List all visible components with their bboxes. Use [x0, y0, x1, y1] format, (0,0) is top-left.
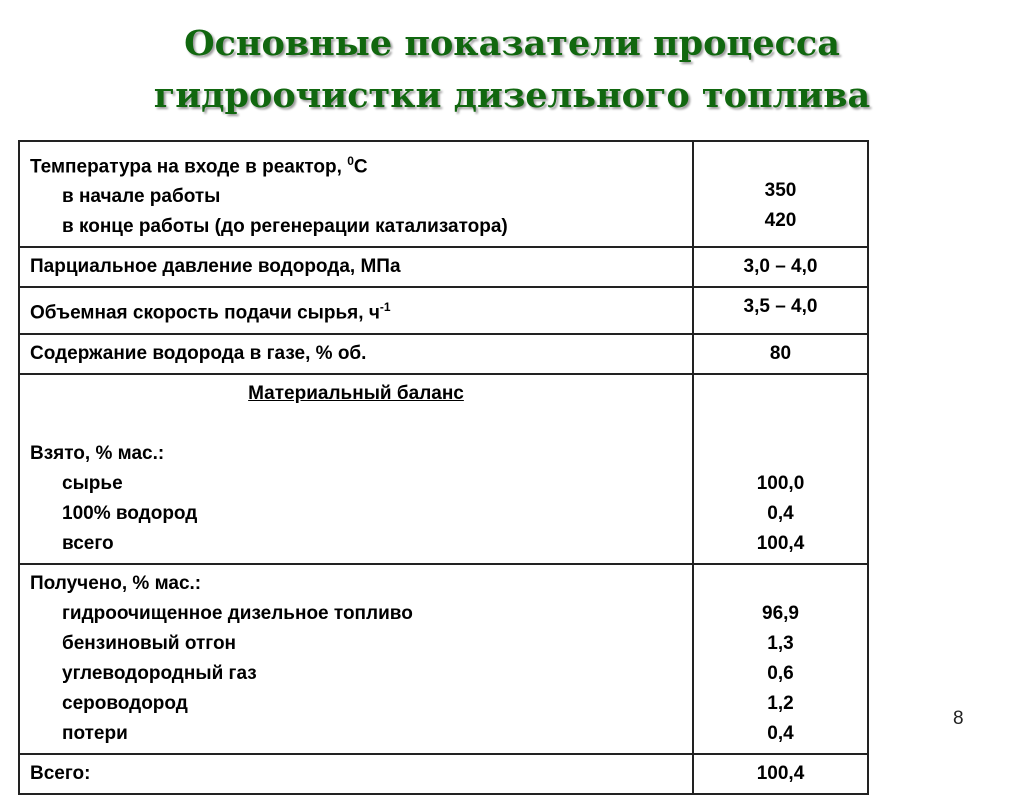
unit-sup: 0: [347, 154, 354, 168]
received-item-value: 1,3: [767, 632, 794, 654]
taken-item-label: всего: [62, 532, 114, 554]
total-label: Всего:: [19, 754, 693, 794]
process-parameters-table: [18, 140, 869, 795]
title-line-2: гидроочистки дизельного топлива: [153, 75, 871, 116]
space-velocity-sup: -1: [379, 300, 391, 315]
received-item-value: 0,6: [767, 662, 794, 684]
end-value: 420: [764, 210, 797, 231]
table-row: [19, 334, 868, 374]
taken-label-cell: [19, 374, 693, 564]
table-row: [19, 564, 868, 754]
end-label: в конце работы (до регенерации катализатора): [62, 216, 508, 238]
slide-title: [0, 18, 1024, 122]
received-item-label: углеводородный газ: [62, 662, 257, 684]
space-velocity-label: Объемная скорость подачи сырья, ч: [30, 302, 380, 324]
hydrogen-content-value: 80: [693, 334, 868, 374]
taken-item-label: 100% водород: [62, 502, 198, 524]
taken-value-cell: [693, 374, 868, 564]
pressure-label: Парциальное давление водорода, МПа: [19, 247, 693, 287]
received-item-label: сероводород: [62, 692, 188, 714]
table-row: [19, 287, 868, 333]
received-label-cell: [19, 564, 693, 754]
taken-item-label: сырье: [62, 472, 123, 494]
temperature-value-cell: [693, 141, 868, 247]
received-item-label: потери: [62, 722, 128, 744]
received-label: Получено, % мас.:: [30, 572, 202, 594]
space-velocity-value: 3,5 – 4,0: [693, 287, 868, 333]
received-item-value: 96,9: [762, 602, 799, 624]
taken-item-value: 100,4: [756, 532, 805, 554]
total-value: 100,4: [693, 754, 868, 794]
received-value-cell: [693, 564, 868, 754]
taken-item-value: 100,0: [756, 472, 805, 494]
temperature-label: Температура на входе в реактор,: [30, 156, 348, 178]
received-item-value: 1,2: [767, 692, 794, 714]
hydrogen-content-label: Содержание водорода в газе, % об.: [19, 334, 693, 374]
table-row: [19, 374, 868, 564]
table-row: [19, 247, 868, 287]
start-label: в начале работы: [62, 186, 221, 208]
temperature-label-cell: [19, 141, 693, 247]
start-value: 350: [764, 180, 797, 201]
table-row: [19, 754, 868, 794]
page-number: 8: [953, 708, 964, 729]
received-item-value: 0,4: [767, 722, 794, 744]
pressure-value: 3,0 – 4,0: [693, 247, 868, 287]
table-row: [19, 141, 868, 247]
taken-item-value: 0,4: [767, 502, 794, 524]
received-item-label: бензиновый отгон: [62, 632, 237, 654]
balance-heading: Материальный баланс: [248, 382, 464, 404]
space-velocity-label-cell: [19, 287, 693, 333]
title-line-1: Основные показатели процесса: [184, 23, 840, 64]
received-item-label: гидроочищенное дизельное топливо: [62, 602, 413, 624]
taken-label: Взято, % мас.:: [30, 442, 165, 464]
unit: С: [353, 156, 368, 178]
